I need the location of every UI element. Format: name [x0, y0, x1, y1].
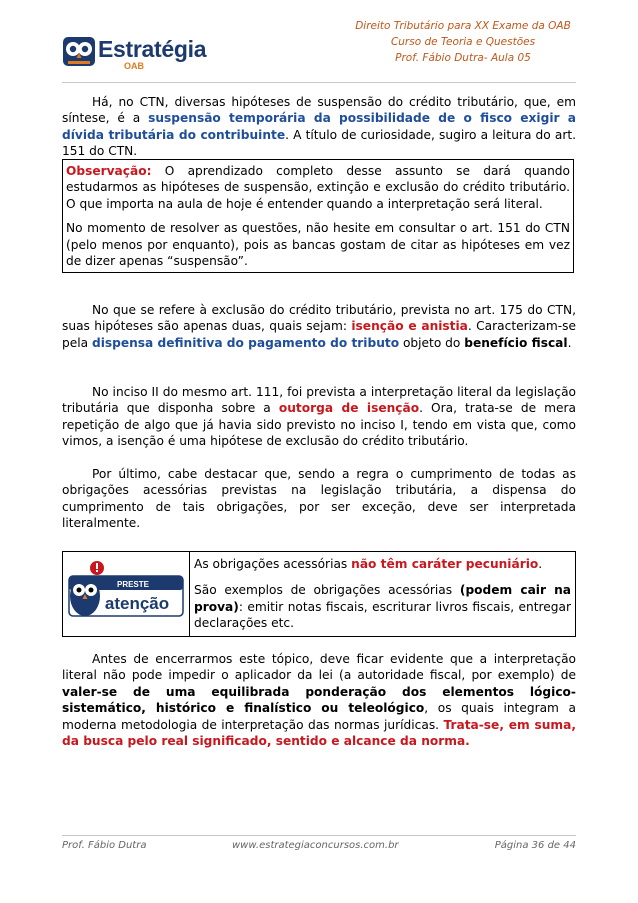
header-divider [62, 82, 576, 83]
paragraph-obrigacoes [62, 466, 576, 532]
course-professor: Prof. Fábio Dutra- Aula 05 [395, 52, 531, 64]
text: No inciso II do mesmo art. 111, foi prevista a interpretação literal da legislação tributária que disponha sobre a [62, 385, 576, 416]
course-title: Direito Tributário para XX Exame da OAB [355, 20, 571, 32]
bold-text: valer-se de uma equilibrada ponderação dos elementos lógico-sistemático, histórico e finalístico ou teleológico [62, 684, 576, 716]
footer-author: Prof. Fábio Dutra [62, 840, 147, 851]
text: Por último, cabe destacar que, sendo a regra o cumprimento de todas as obrigações acessórias previstas na legislação tributária, a dispensa do cumprimento de tais obrigações, por ser exceção, deve ser interpretada literalmente. [62, 467, 576, 531]
text: . Caracterizam-se pela [62, 319, 576, 350]
preste-atencao-badge [67, 556, 185, 626]
footer-divider [62, 835, 576, 836]
text: . Ora, trata-se de mera repetição de algo que já havia sido previsto no inciso I, tendo em vista que, como vimos, a isenção é uma hipótese de exclusão do crédito tributário. [62, 401, 576, 449]
attention-badge-cell [63, 552, 190, 637]
course-header [333, 18, 593, 66]
estrategia-logo [62, 34, 212, 70]
text: No que se refere à exclusão do crédito tributário, prevista no art. 175 do CTN, suas hipóteses são apenas duas, quais sejam: [62, 303, 576, 334]
attention-text-cell [190, 552, 576, 637]
paragraph-conclusao [62, 651, 576, 749]
owl-icon [62, 34, 96, 68]
bold-text: benefício fiscal [464, 335, 568, 350]
paragraph-suspensao [62, 94, 576, 160]
highlight-blue: suspensão temporária da possibilidade de o fisco exigir a dívida tributária do contribuinte [62, 111, 576, 142]
text: São exemplos de obrigações acessórias [194, 583, 460, 598]
text: objeto do [399, 335, 465, 350]
text: As obrigações acessórias [194, 557, 352, 571]
text: , os quais integram a moderna metodologia de interpretação das normas jurídicas. [62, 701, 576, 732]
observation-label: Observação: [66, 164, 152, 178]
highlight-blue: dispensa definitiva do pagamento do tributo [91, 335, 400, 350]
highlight-red: outorga de isenção [278, 401, 420, 416]
badge-top-text: PRESTE [116, 580, 150, 589]
text: . [567, 335, 572, 350]
paragraph-inciso-ii [62, 384, 576, 450]
brand-sub: OAB [124, 61, 144, 71]
brand-name: Estratégia [98, 36, 207, 62]
badge-word-text: atenção [104, 594, 170, 613]
footer-site[interactable]: www.estrategiaconcursos.com.br [232, 840, 399, 851]
course-subtitle: Curso de Teoria e Questões [390, 36, 536, 48]
text: : emitir notas fiscais, escriturar livros fiscais, entregar declarações etc. [194, 599, 571, 631]
bold-text: (podem cair na prova) [194, 583, 571, 614]
observation-box [62, 159, 574, 273]
highlight-red: Trata-se, em suma, da busca pelo real significado, sentido e alcance da norma. [62, 717, 576, 749]
highlight-red: não têm caráter pecuniário [351, 557, 539, 571]
text: O aprendizado completo desse assunto se dará quando estudarmos as hipóteses de suspensão, extinção e exclusão do crédito tributário. O que importa na aula de hoje é entender quando a interpretação será literal. [66, 164, 570, 211]
attention-table [62, 551, 576, 637]
text: Antes de encerrarmos este tópico, deve ficar evidente que a interpretação literal não pode impedir o aplicador da lei (a autoridade fiscal, por exemplo) de [62, 652, 576, 683]
observation-paragraph-2: No momento de resolver as questões, não hesite em consultar o art. 151 do CTN (pelo menos por enquanto), pois as bancas gostam de citar as hipóteses em vez de dizer apenas “suspensão”. [66, 221, 570, 269]
paragraph-exclusao [62, 302, 576, 351]
footer-page-number: Página 36 de 44 [494, 840, 576, 851]
text: . [538, 557, 543, 571]
highlight-red: isenção e anistia [351, 319, 468, 334]
text: Há, no CTN, diversas hipóteses de suspensão do crédito tributário, que, em síntese, é a [62, 95, 576, 126]
text: . A título de curiosidade, sugiro a leitura do art. 151 do CTN. [62, 127, 577, 159]
